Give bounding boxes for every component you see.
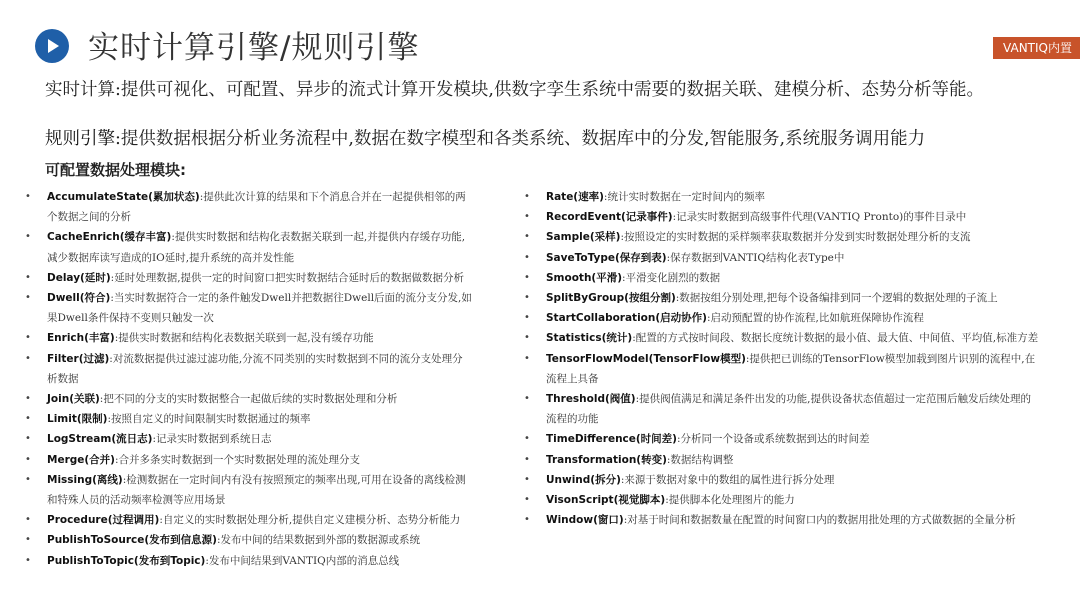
rules-term: 规则引擎 — [45, 129, 115, 149]
module-name: SaveToType(保存到表) — [546, 251, 667, 264]
bullet-icon: • — [524, 494, 530, 506]
list-item — [524, 510, 1040, 530]
module-desc: :分析同一个设备或系统数据到达的时间差 — [676, 433, 870, 446]
list-item — [524, 389, 1040, 429]
bullet-icon: • — [25, 534, 31, 546]
module-desc: :提供此次计算的结果和下个消息合并在一起提供相邻的两个数据之间的分析 — [47, 191, 466, 224]
module-desc: :按照设定的实时数据的采样频率获取数据并分发到实时数据处理分析的支流 — [620, 231, 971, 244]
vantiq-badge: VANTIQ内置 — [993, 37, 1080, 59]
bullet-icon: • — [25, 413, 31, 425]
bullet-icon: • — [524, 231, 530, 243]
bullet-icon: • — [524, 352, 530, 364]
module-name: PublishToSource(发布到信息源) — [47, 534, 217, 547]
module-name: Dwell(符合) — [47, 292, 111, 305]
list-item — [524, 288, 1040, 308]
bullet-icon: • — [524, 393, 530, 405]
module-name: Merge(合并) — [47, 453, 115, 466]
bullet-icon: • — [25, 473, 31, 485]
module-desc: :数据结构调整 — [666, 453, 734, 466]
module-desc: :合并多条实时数据到一个实时数据处理的流处理分支 — [114, 453, 361, 466]
list-item — [25, 409, 472, 429]
module-desc: :检测数据在一定时间内有没有按照预定的频率出现,可用在设备的离线检测和特殊人员的活动频率检测等应用场景 — [47, 473, 466, 507]
right-module-list — [524, 187, 1040, 530]
module-name: TimeDifference(时间差) — [546, 433, 677, 446]
list-item — [25, 227, 472, 267]
module-desc: :提供实时数据和结构化表数据关联到一起,并提供内存缓存功能,减少数据库读写造成的IO延时,提升系统的高并发性能 — [47, 231, 466, 264]
bullet-icon: • — [25, 292, 31, 304]
module-name: StartCollaboration(启动协作) — [546, 312, 707, 325]
module-name: Statistics(统计) — [546, 332, 633, 345]
list-item — [25, 288, 472, 328]
list-item — [524, 207, 1040, 227]
module-name: CacheEnrich(缓存丰富) — [47, 231, 172, 244]
module-desc: :统计实时数据在一定时间内的频率 — [603, 191, 765, 203]
list-item — [25, 328, 472, 348]
module-name: Transformation(转变) — [546, 453, 667, 466]
bullet-icon: • — [524, 191, 530, 202]
module-desc: :数据按组分别处理,把每个设备编排到同一个逻辑的数据处理的子流上 — [675, 292, 998, 305]
page-title: 实时计算引擎/规则引擎 — [88, 30, 420, 66]
module-name: TensorFlowModel(TensorFlow模型) — [546, 352, 746, 365]
list-item — [25, 530, 472, 550]
module-desc: :记录实时数据到高级事件代理(VANTIQ Pronto)的事件目录中 — [672, 211, 967, 224]
list-item — [25, 470, 472, 510]
module-desc: :当实时数据符合一定的条件触发Dwell并把数据往Dwell后面的流分支分发,如果Dwell条件保持不变则只触发一次 — [47, 292, 472, 325]
module-name: RecordEvent(记录事件) — [546, 211, 673, 224]
rules-text: :提供数据根据分析业务流程中,数据在数字模型和各类系统、数据库中的分发,智能服务,系统服务调用能力 — [115, 129, 926, 149]
bullet-icon: • — [25, 332, 31, 344]
bullet-icon: • — [25, 433, 31, 445]
module-desc: :提供实时数据和结构化表数据关联到一起,没有缓存功能 — [114, 332, 374, 345]
list-item — [524, 268, 1040, 288]
list-item — [524, 490, 1040, 510]
module-desc: :对流数据提供过滤过滤功能,分流不同类别的实时数据到不同的流分支处理分析数据 — [47, 352, 463, 385]
list-item — [25, 187, 472, 227]
list-item — [524, 349, 1040, 389]
module-name: Rate(速率) — [546, 191, 604, 203]
module-desc: :提供阀值满足和满足条件出发的功能,提供设备状态值超过一定范围后触发后续处理的流程的功能 — [546, 393, 1031, 426]
module-name: Sample(采样) — [546, 231, 621, 244]
bullet-icon: • — [25, 271, 31, 283]
bullet-icon: • — [524, 332, 530, 344]
module-desc: :按照自定义的时间限制实时数据通过的频率 — [107, 413, 311, 426]
module-desc: :启动预配置的协作流程,比如航班保障协作流程 — [706, 312, 924, 325]
module-name: Missing(离线) — [47, 473, 123, 486]
module-desc: :自定义的实时数据处理分析,提供自定义建模分析、态势分析能力 — [159, 514, 461, 527]
module-desc: :发布中间结果到VANTIQ内部的消息总线 — [205, 554, 400, 567]
list-item — [524, 227, 1040, 247]
module-name: Enrich(丰富) — [47, 332, 115, 345]
bullet-icon: • — [25, 453, 31, 465]
intro-rules — [45, 125, 925, 150]
bullet-icon: • — [524, 453, 530, 465]
bullet-icon: • — [524, 251, 530, 263]
module-name: Delay(延时) — [47, 271, 111, 284]
bullet-icon: • — [25, 352, 31, 364]
list-item — [25, 450, 472, 470]
module-desc: :对基于时间和数据数量在配置的时间窗口内的数据用批处理的方式做数据的全量分析 — [623, 514, 1016, 527]
module-name: Unwind(拆分) — [546, 473, 621, 486]
list-item — [25, 551, 472, 571]
module-name: Threshold(阀值) — [546, 393, 636, 406]
module-desc: :把不同的分支的实时数据整合一起做后续的实时数据处理和分析 — [99, 393, 398, 406]
module-name: PublishToTopic(发布到Topic) — [47, 554, 206, 567]
list-item — [524, 450, 1040, 470]
module-desc: :来源于数据对象中的数组的属性进行拆分处理 — [620, 473, 835, 486]
module-name: AccumulateState(累加状态) — [47, 191, 200, 203]
list-item — [25, 510, 472, 530]
bullet-icon: • — [524, 514, 530, 526]
module-desc: :保存数据到VANTIQ结构化表Type中 — [666, 251, 845, 264]
list-item — [25, 389, 472, 409]
bullet-icon: • — [524, 473, 530, 485]
list-item — [524, 248, 1040, 268]
bullet-icon: • — [524, 433, 530, 445]
intro-realtime — [45, 79, 1020, 102]
module-name: Window(窗口) — [546, 514, 624, 527]
module-name: VisonScript(视觉脚本) — [546, 494, 666, 507]
module-desc: :提供把已训练的TensorFlow模型加载到图片识别的流程中,在流程上具备 — [546, 352, 1036, 385]
module-name: Smooth(平滑) — [546, 271, 623, 284]
realtime-term: 实时计算 — [45, 80, 115, 100]
module-name: Limit(限制) — [47, 413, 108, 426]
bullet-icon: • — [25, 393, 31, 405]
list-item — [25, 429, 472, 449]
module-name: Filter(过滤) — [47, 352, 110, 365]
list-item — [524, 470, 1040, 490]
module-name: Procedure(过程调用) — [47, 514, 160, 527]
module-name: SplitByGroup(按组分割) — [546, 292, 676, 305]
bullet-icon: • — [524, 271, 530, 283]
bullet-icon: • — [25, 554, 31, 566]
bullet-icon: • — [524, 312, 530, 324]
module-subheading: 可配置数据处理模块: — [45, 161, 186, 179]
module-desc: :平滑变化剧烈的数据 — [622, 271, 721, 284]
list-item — [524, 328, 1040, 348]
module-desc: :记录实时数据到系统日志 — [152, 433, 272, 446]
left-module-list — [25, 187, 472, 571]
list-item — [524, 429, 1040, 449]
module-desc: :配置的方式按时间段、数据长度统计数据的最小值、最大值、中间值、平均值,标准方差 — [632, 332, 1039, 345]
list-item — [524, 308, 1040, 328]
play-icon — [35, 29, 69, 63]
realtime-text: :提供可视化、可配置、异步的流式计算开发模块,供数字孪生系统中需要的数据关联、建模分析、态势分析等能。 — [115, 80, 984, 100]
list-item — [524, 187, 1040, 207]
module-desc: :延时处理数据,提供一定的时间窗口把实时数据结合延时后的数据做数据分析 — [110, 271, 465, 284]
bullet-icon: • — [25, 191, 31, 202]
list-item — [25, 268, 472, 288]
bullet-icon: • — [524, 211, 530, 223]
bullet-icon: • — [25, 514, 31, 526]
module-name: LogStream(流日志) — [47, 433, 153, 446]
bullet-icon: • — [524, 292, 530, 304]
bullet-icon: • — [25, 231, 31, 243]
module-desc: :发布中间的结果数据到外部的数据源或系统 — [216, 534, 421, 547]
list-item — [25, 349, 472, 389]
module-desc: :提供脚本化处理图片的能力 — [665, 494, 795, 507]
module-name: Join(关联) — [47, 393, 100, 406]
